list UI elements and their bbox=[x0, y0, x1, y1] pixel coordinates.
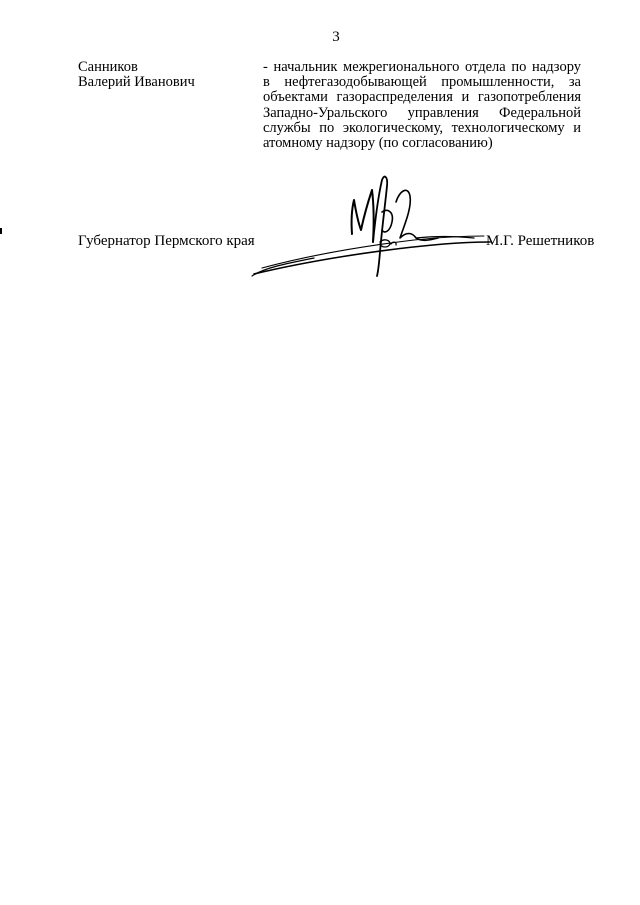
signer-name: М.Г. Решетников bbox=[486, 233, 595, 249]
signer-position: Губернатор Пермского края bbox=[78, 233, 255, 249]
member-role: - начальник межрегионального отдела по надзору в нефтегазодобывающей промышленности, за объектами газораспределения и газопотребления Западно-Уральского управления Федеральной службы по экологическому, технологическому и атомному надзору (по согласованию) bbox=[263, 59, 581, 152]
handwritten-signature bbox=[244, 172, 504, 282]
member-name bbox=[78, 60, 258, 90]
member-surname: Санников bbox=[78, 59, 138, 75]
member-first-patronymic: Валерий Иванович bbox=[78, 74, 195, 90]
margin-mark bbox=[0, 228, 2, 234]
page-number: 3 bbox=[332, 29, 340, 45]
